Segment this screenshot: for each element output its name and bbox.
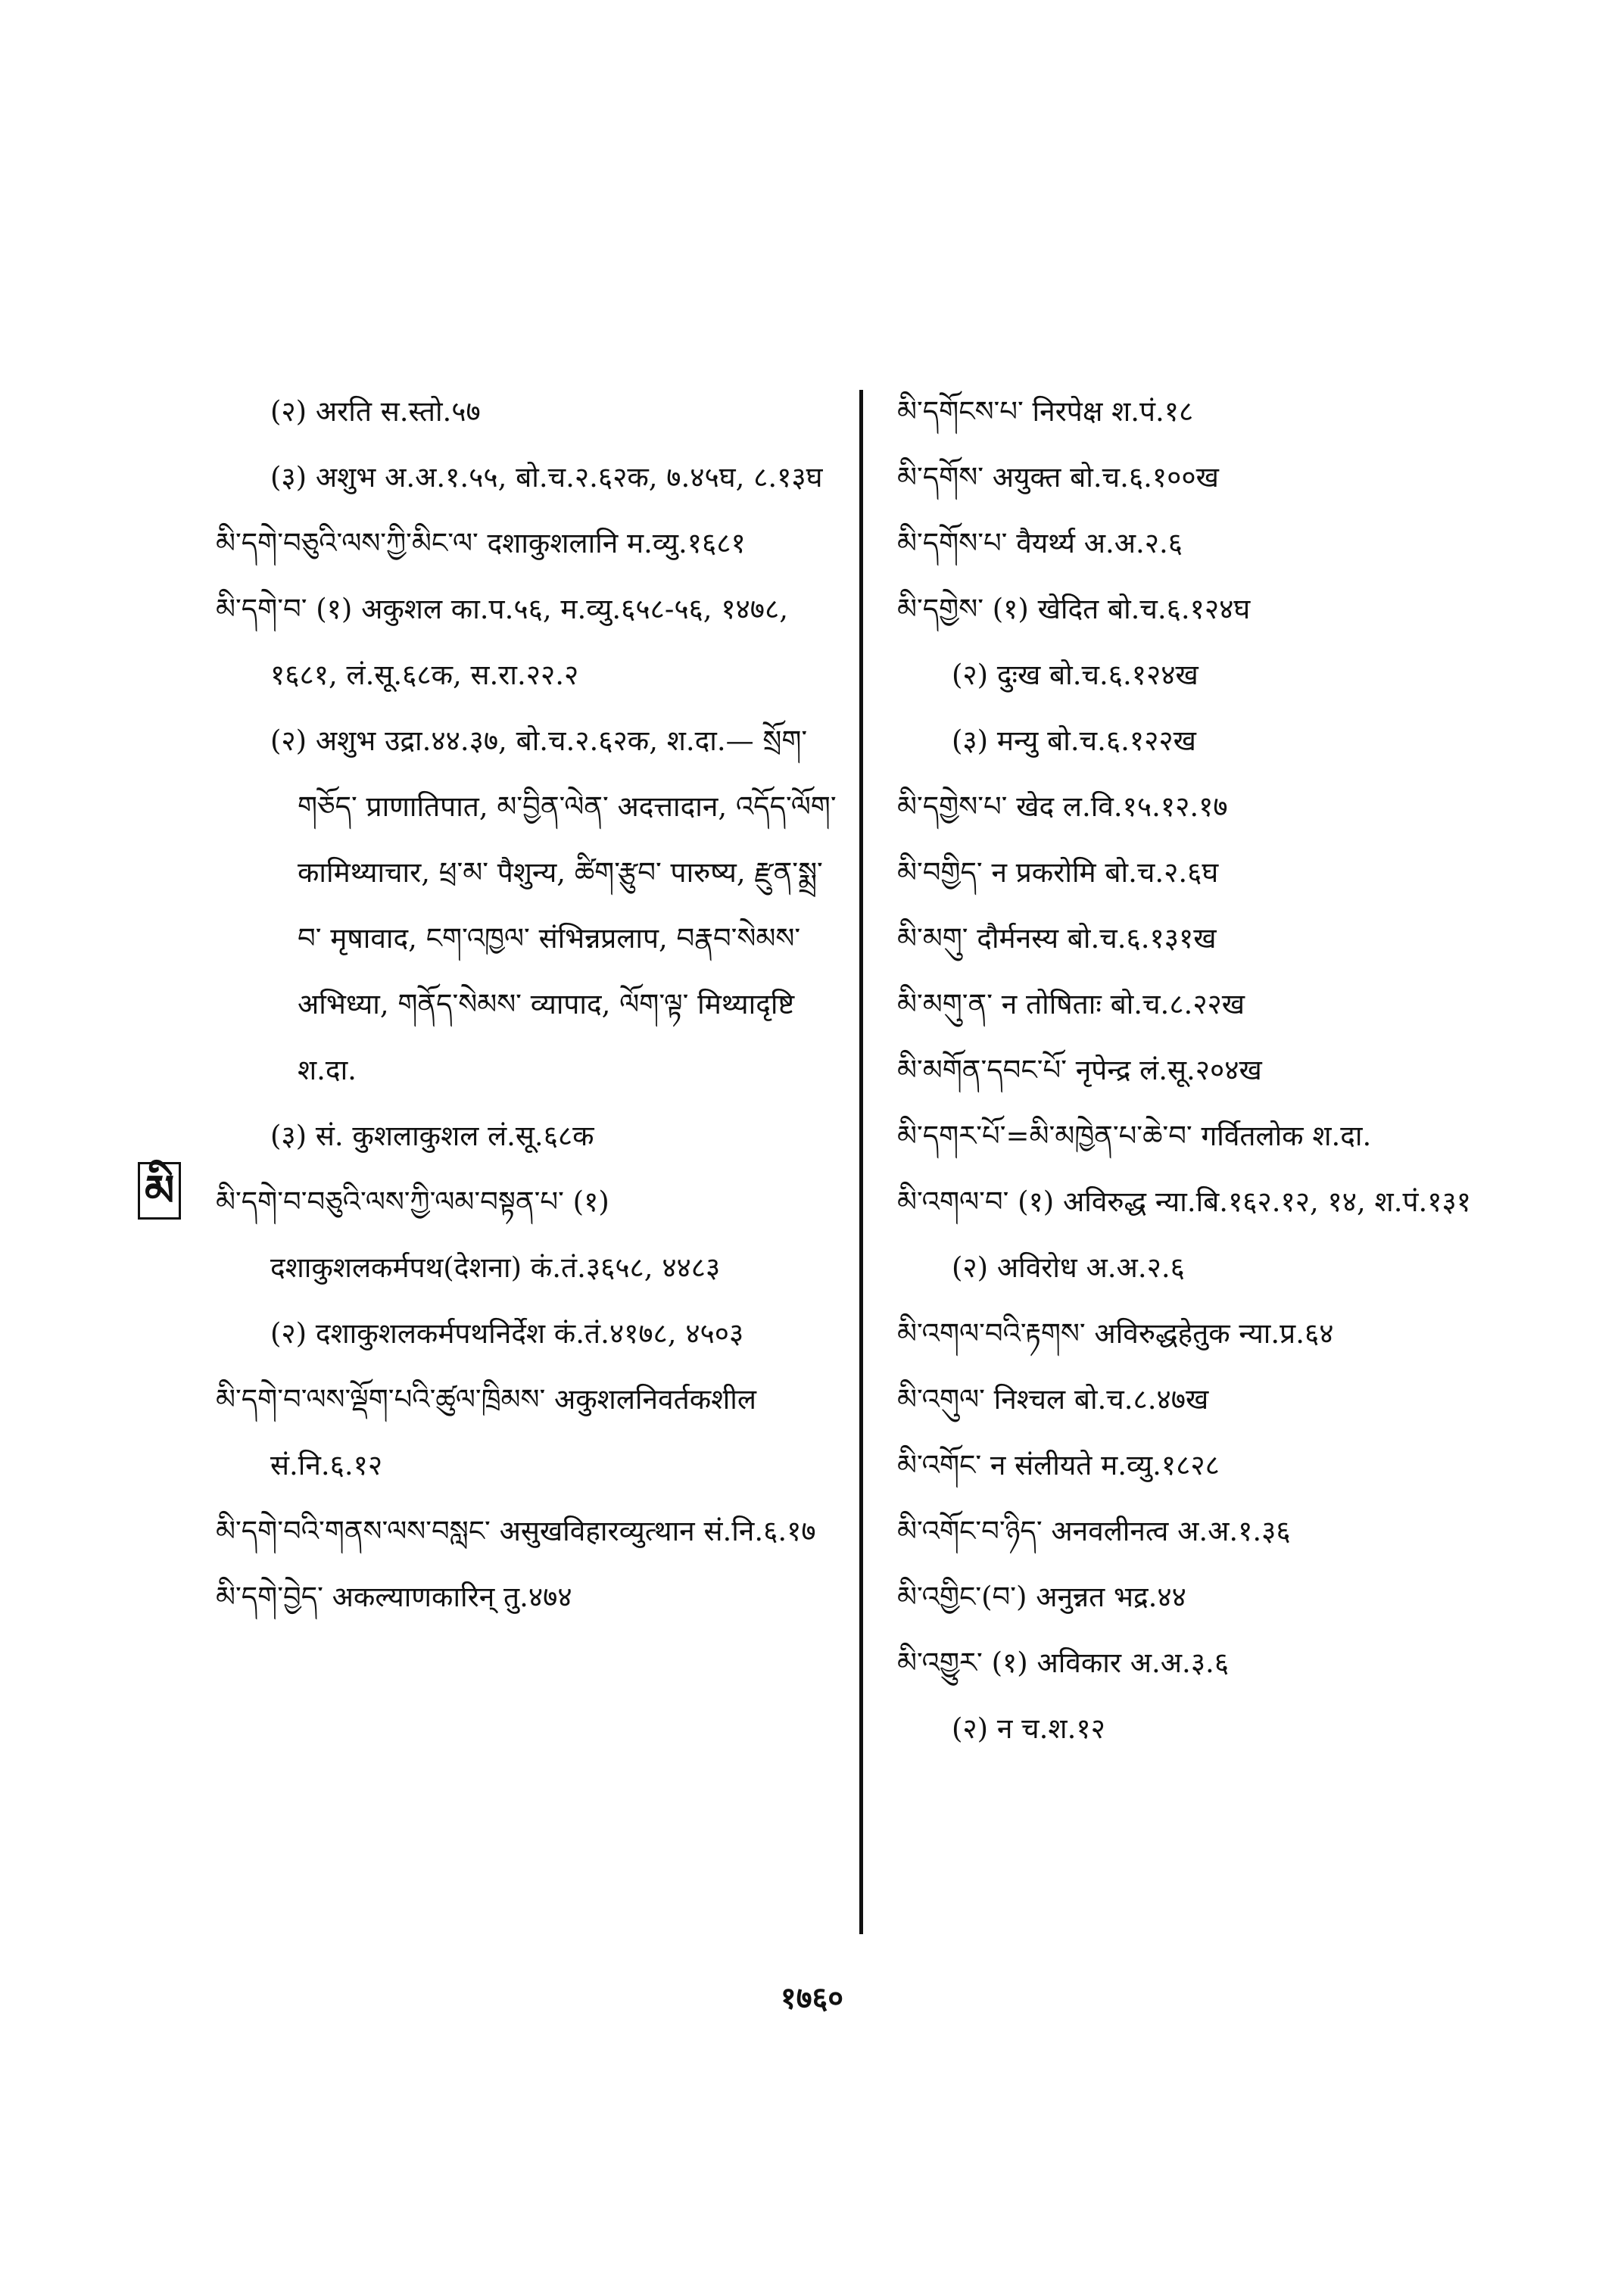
dictionary-sub-entry: (३) सं. कुशलाकुशल लं.सू.६८क <box>270 1120 594 1152</box>
dictionary-sub-entry: (२) अशुभ उद्रा.४४.३७, बो.च.२.६२क, श.दा.— སྲོག་གཅོད་ प्राणातिपात, མ་བྱིན་ལེན་ अदत्तादान, འདོད་ལོག་ कामिथ्याचार, ཕྲ་མ་ पैशुन्य, ཚིག་རྩུབ་ पारुष्य, རྫུན་སྨྲ་བ་ मृषावाद, ངག་འཁྱལ་ संभिन्नप्रलाप, བརྣབ་སེམས་ अभिध्या, གནོད་སེམས་ व्यापाद, ལོག་ལྟ་ मिथ्यादृष्टि श.दा. <box>270 724 837 1086</box>
dictionary-entry: མི་འགྱིང་(བ་) अनुन्नत भद्र.४४ <box>897 1581 1186 1613</box>
dictionary-sub-entry: (२) अरति स.स्तो.५७ <box>270 395 481 428</box>
dictionary-entry: མི་འགལ་བ་ (१) अविरुद्ध न्या.बि.१६२.१२, १४, श.पं.१३१ <box>897 1185 1471 1218</box>
dictionary-entry: མི་དགོངས་པ་ निरपेक्ष श.पं.१८ <box>897 395 1194 428</box>
dictionary-entry: མི་དགར་པོ་=མི་མཁྱེན་པ་ཆེ་བ་ गर्वितलोक श.दा. <box>897 1120 1372 1152</box>
dictionary-entry: མི་འགོང་བ་ཉིད་ अनवलीनत्व अ.अ.१.३६ <box>897 1515 1291 1547</box>
dictionary-sub-entry: (२) अविरोध अ.अ.२.६ <box>952 1251 1185 1284</box>
dictionary-entry: མི་བགྱིད་ न प्रकरोमि बो.च.२.६घ <box>897 856 1219 889</box>
page-number: १७६० <box>780 1980 844 2016</box>
dictionary-entry: མི་དགེ་བཅུའི་ལས་ཀྱི་མིང་ལ་ दशाकुशलानि म.व्यु.१६८१ <box>216 527 746 559</box>
left-column <box>216 379 844 1630</box>
dictionary-entry: མི་དགེ་བྱེད་ अकल्याणकारिन् तु.४७४ <box>216 1581 572 1613</box>
dictionary-sub-entry: (३) अशुभ अ.अ.१.५५, बो.च.२.६२क, ७.४५घ, ८.१३घ <box>270 461 823 494</box>
right-column <box>897 379 1480 1762</box>
dictionary-sub-entry: (३) मन्यु बो.च.६.१२२ख <box>952 724 1196 757</box>
dictionary-entry: མི་དགྱེས་པ་ खेद ल.वि.१५.१२.१७ <box>897 790 1228 823</box>
dictionary-sub-entry: (२) दशाकुशलकर्मपथनिर्देश कं.तं.४१७८, ४५०३ <box>270 1317 744 1350</box>
dictionary-entry: མི་དགོས་པ་ वैयर्थ्य अ.अ.२.६ <box>897 527 1183 559</box>
dictionary-entry: མི་དགེ་བའི་གནས་ལས་བསླང་ असुखविहारव्युत्थान सं.नि.६.१७ <box>216 1515 816 1547</box>
dictionary-entry: མི་འགུལ་ निश्चल बो.च.८.४७ख <box>897 1383 1209 1416</box>
dictionary-sub-entry: (२) दुःख बो.च.६.१२४ख <box>952 659 1199 691</box>
dictionary-entry: མི་དགྱེས་ (१) खेदित बो.च.६.१२४घ <box>897 593 1251 625</box>
dictionary-entry: མི་དགེ་བ་ལས་ལྡོག་པའི་ཚུལ་ཁྲིམས་ अकुशलनिवर्तकशील सं.नि.६.१२ <box>216 1383 756 1481</box>
dictionary-entry: མི་འགྱུར་ (१) अविकार अ.अ.३.६ <box>897 1647 1230 1679</box>
column-divider <box>859 390 863 1934</box>
dictionary-sub-entry: (२) न च.श.१२ <box>952 1712 1105 1745</box>
dictionary-entry: མི་འགལ་བའི་རྟགས་ अविरुद्धहेतुक न्या.प्र.६४ <box>897 1317 1334 1350</box>
dictionary-entry: མི་འགོང་ न संलीयते म.व्यु.१८२८ <box>897 1449 1220 1481</box>
margin-letter-mark: མི <box>138 1162 181 1220</box>
dictionary-entry: མི་མགོན་དབང་པོ་ नृपेन्द्र लं.सू.२०४ख <box>897 1054 1262 1086</box>
dictionary-entry: མི་དགེ་བ་ (१) अकुशल का.प.५६, म.व्यु.६५८-५६, १४७८, १६८१, लं.सू.६८क, स.रा.२२.२ <box>216 593 789 691</box>
dictionary-entry: མི་དགེ་བ་བཅུའི་ལས་ཀྱི་ལམ་བསྟན་པ་ (१) दशाकुशलकर्मपथ(देशना) कं.तं.३६५८, ४४८३ <box>216 1185 721 1284</box>
dictionary-entry: མི་མགུ་ན་ न तोषिताः बो.च.८.२२ख <box>897 988 1245 1020</box>
dictionary-entry: མི་དགོས་ अयुक्त बो.च.६.१००ख <box>897 461 1219 494</box>
dictionary-entry: མི་མགུ་ दौर्मनस्य बो.च.६.१३१ख <box>897 922 1217 955</box>
